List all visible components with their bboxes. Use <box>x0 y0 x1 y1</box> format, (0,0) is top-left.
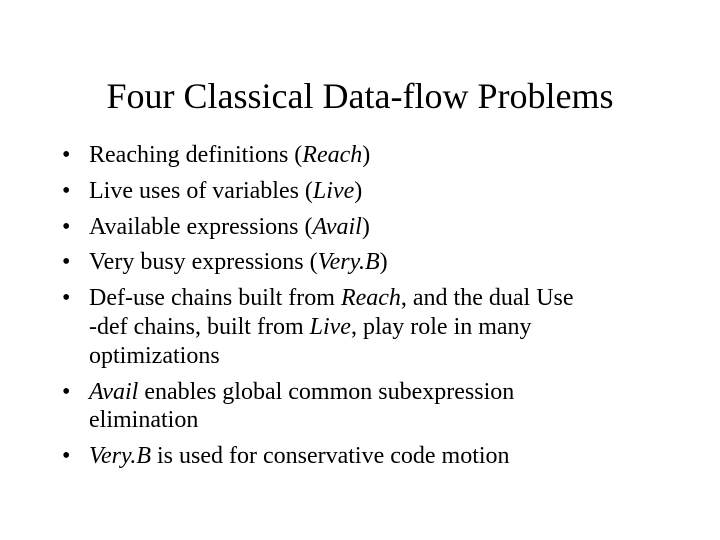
bullet-line <box>89 248 662 277</box>
italic-term: Very.B <box>89 443 151 470</box>
bullet-text <box>89 213 662 242</box>
bullet-line <box>89 378 662 407</box>
bullet-dot-icon: • <box>62 213 71 240</box>
bullet-dot-icon: • <box>62 285 71 312</box>
bullet-item <box>62 177 662 206</box>
text-run: ) <box>379 249 388 276</box>
bullet-list <box>62 141 662 471</box>
text-run: ) <box>361 213 370 240</box>
text-run: , play role in many <box>350 313 532 340</box>
bullet-dot-icon: • <box>62 249 71 276</box>
bullet-line <box>89 406 662 435</box>
slide-title: Four Classical Data-flow Problems <box>106 76 614 116</box>
bullet-line <box>89 284 662 313</box>
text-run: is used for conservative code motion <box>150 443 510 470</box>
bullet-text <box>89 141 662 170</box>
italic-term: Live <box>312 177 355 204</box>
bullet-dot-icon: • <box>62 443 71 470</box>
bullet-text <box>89 248 662 277</box>
text-run: enables global common subexpression <box>138 378 515 405</box>
bullet-text <box>89 442 662 471</box>
text-run: ) <box>354 177 363 204</box>
bullet-dot-icon: • <box>62 378 71 405</box>
text-run: Reaching definitions ( <box>89 142 303 168</box>
text-run: , and the dual Use <box>400 285 574 312</box>
bullet-line <box>89 177 662 206</box>
italic-term: Reach <box>340 285 401 312</box>
italic-term: Live <box>309 313 351 340</box>
bullet-line <box>89 141 662 170</box>
bullet-line <box>89 213 662 242</box>
bullet-dot-icon: • <box>62 177 71 204</box>
italic-term: Avail <box>312 213 362 240</box>
italic-term: Avail <box>89 378 139 405</box>
italic-term: Reach <box>302 142 363 168</box>
bullet-item <box>62 378 662 436</box>
bullet-item <box>62 213 662 242</box>
bullet-item <box>62 141 662 170</box>
text-run: Def-use chains built from <box>89 285 341 312</box>
text-run: Available expressions ( <box>89 213 313 240</box>
bullet-line <box>89 442 662 471</box>
bullet-text <box>89 284 662 370</box>
bullet-item <box>62 284 662 370</box>
bullet-text <box>89 177 662 206</box>
bullet-text <box>89 378 662 436</box>
text-run: optimizations <box>89 342 220 369</box>
bullet-dot-icon: • <box>62 142 71 168</box>
bullet-item <box>62 248 662 277</box>
bullet-item <box>62 442 662 471</box>
text-run: elimination <box>89 407 199 434</box>
bullet-line <box>89 313 662 342</box>
italic-term: Very.B <box>317 249 380 276</box>
text-run: Live uses of variables ( <box>89 177 313 204</box>
text-run: ) <box>362 142 371 168</box>
text-run: Very busy expressions ( <box>89 249 318 276</box>
text-run: -def chains, built from <box>89 313 310 340</box>
bullet-line <box>89 342 662 371</box>
